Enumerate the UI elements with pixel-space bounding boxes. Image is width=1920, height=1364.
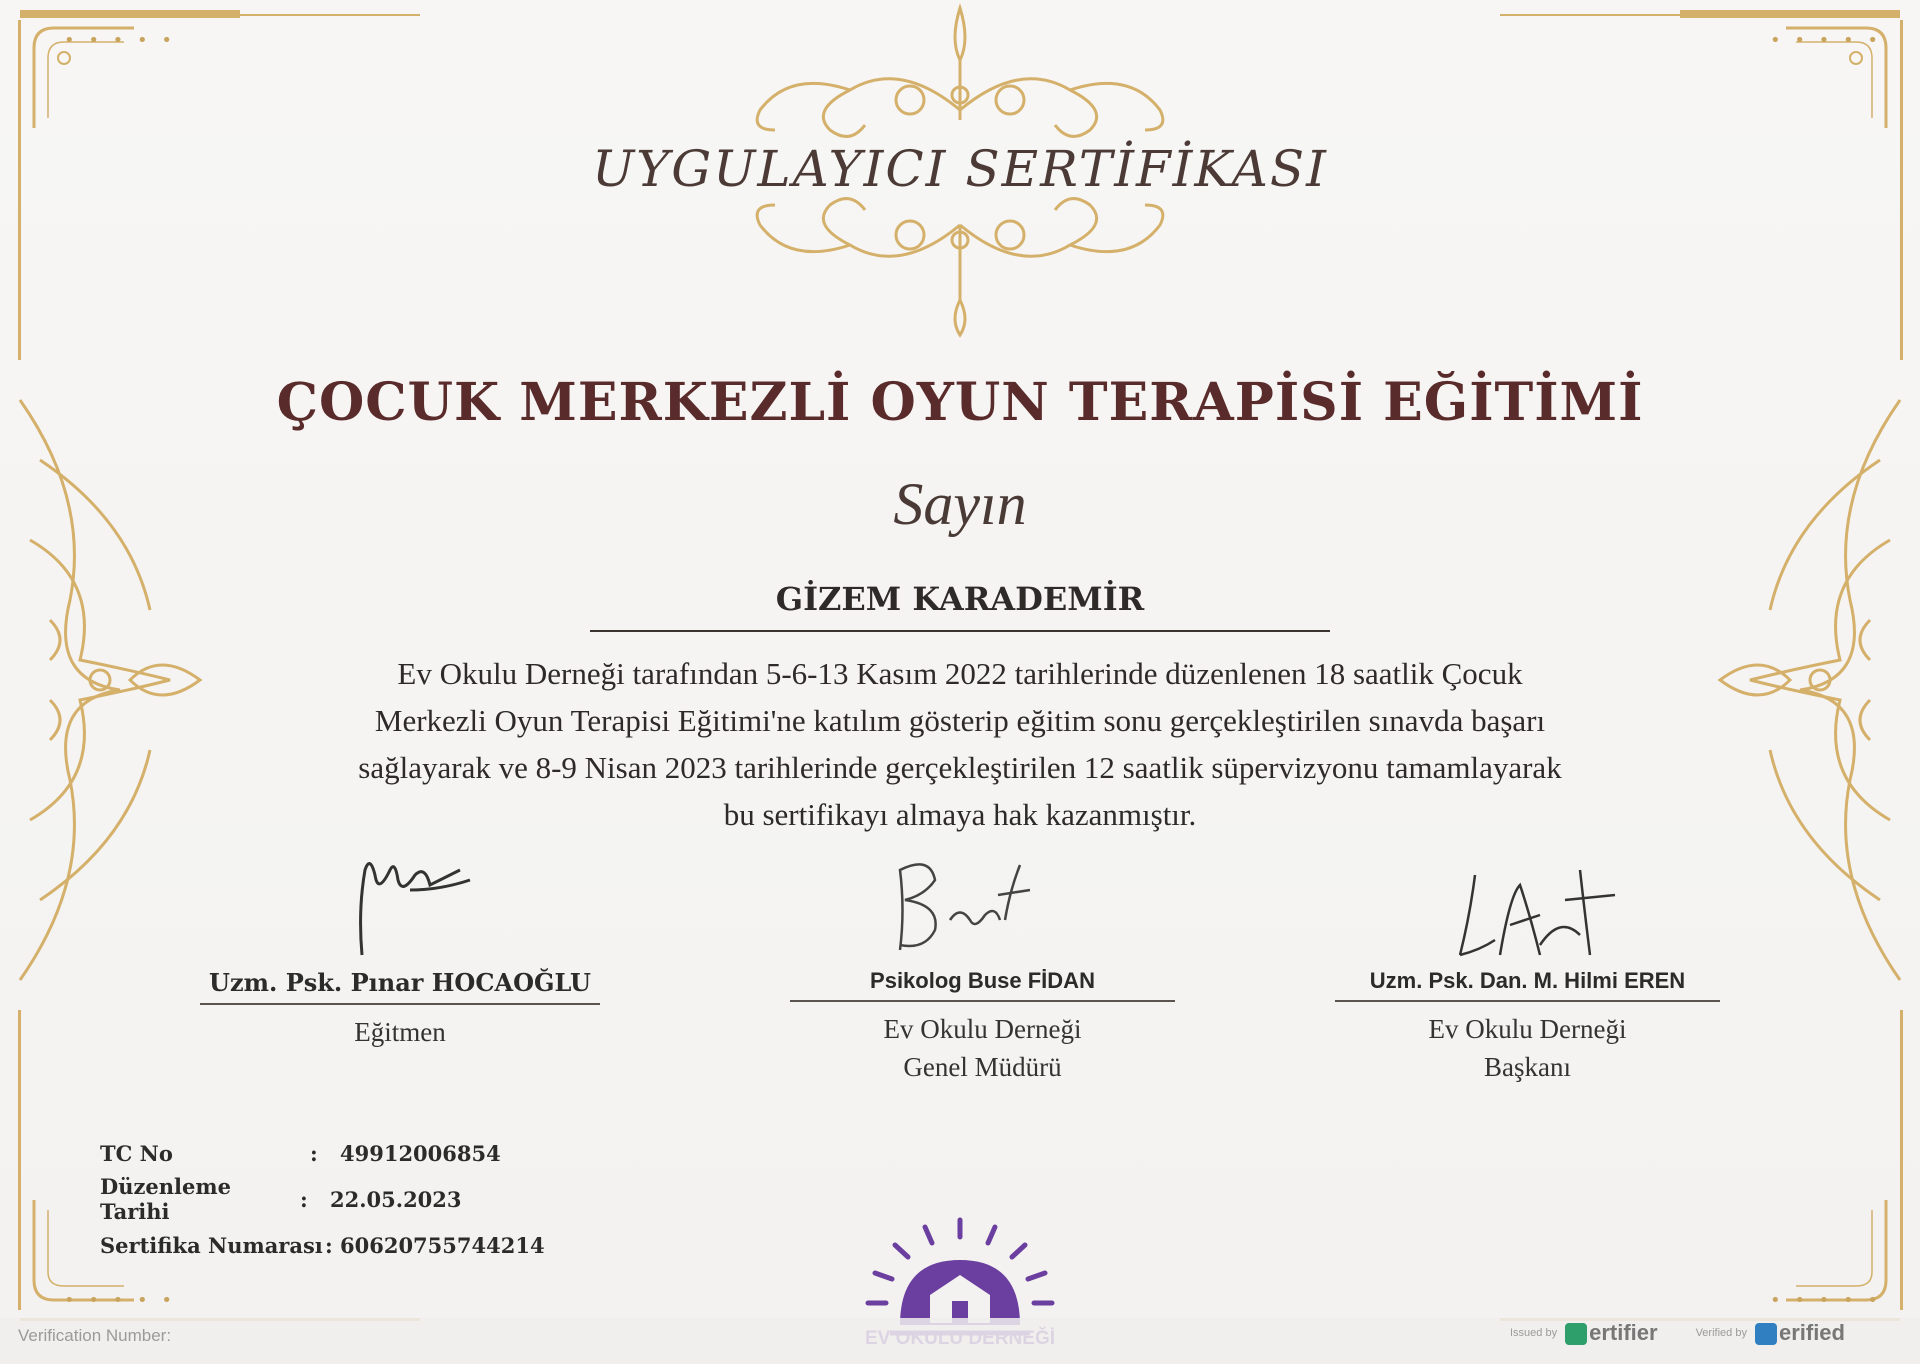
signatory-role-line: Ev Okulu Derneği	[883, 1014, 1082, 1044]
recipient-name: GİZEM KARADEMİR	[590, 580, 1330, 632]
dots-bottom-right: • • • • •	[1770, 1290, 1882, 1311]
meta-row-date	[100, 1176, 545, 1222]
meta-separator: :	[300, 1186, 308, 1212]
frame-top-left-thin	[240, 14, 420, 16]
frame-top-right	[1680, 10, 1900, 18]
signature-pinar-hocaoglu	[340, 850, 480, 960]
meta-row-certificate-number	[100, 1222, 545, 1268]
certificate-body-text	[230, 650, 1690, 838]
meta-label: TC No	[100, 1140, 173, 1166]
dots-top-right: • • • • •	[1770, 30, 1882, 51]
signature-buse-fidan	[880, 850, 1040, 960]
dots-top-left: • • • • •	[64, 30, 176, 51]
verified-brand[interactable]	[1755, 1320, 1845, 1346]
meta-value: 49912006854	[340, 1140, 501, 1166]
signature-hilmi-eren	[1440, 855, 1620, 965]
certificate-type-title: UYGULAYICI SERTİFİKASI	[592, 140, 1328, 198]
signatory-name: Psikolog Buse FİDAN	[790, 968, 1175, 1002]
verified-check-icon	[1755, 1323, 1777, 1345]
signatory-role	[1335, 1010, 1720, 1086]
dots-bottom-left: • • • • •	[64, 1290, 176, 1311]
verified-by-label: Verified by	[1695, 1327, 1747, 1339]
certifier-brand-text: ertifier	[1589, 1320, 1658, 1345]
signatory-2	[790, 968, 1175, 1086]
frame-right-upper	[1900, 20, 1903, 360]
course-title: ÇOCUK MERKEZLİ OYUN TERAPİSİ EĞİTİMİ	[276, 372, 1644, 433]
certifier-logo-icon	[1565, 1323, 1587, 1345]
meta-row-tc	[100, 1130, 545, 1176]
signatory-role-line: Eğitmen	[354, 1017, 446, 1047]
signatory-3	[1335, 968, 1720, 1086]
certificate-meta	[100, 1130, 545, 1268]
signatory-name: Uzm. Psk. Dan. M. Hilmi EREN	[1335, 968, 1720, 1002]
signatory-role	[790, 1010, 1175, 1086]
issuer-badges	[1510, 1320, 1845, 1346]
certifier-brand[interactable]	[1565, 1320, 1657, 1346]
frame-top-left	[20, 10, 240, 18]
body-line: sağlayarak ve 8-9 Nisan 2023 tarihlerinde gerçekleştirilen 12 saatlik süpervizyonu tamamlayarak	[358, 750, 1562, 785]
signatory-1	[200, 968, 600, 1051]
issued-by-label: Issued by	[1510, 1327, 1558, 1339]
signatory-role-line: Başkanı	[1484, 1052, 1571, 1082]
meta-value: 22.05.2023	[330, 1186, 462, 1212]
signatory-role-line: Ev Okulu Derneği	[1428, 1014, 1627, 1044]
meta-value: 60620755744214	[340, 1232, 545, 1258]
frame-right-lower	[1900, 1010, 1903, 1310]
frame-left-lower	[18, 1010, 21, 1310]
meta-label: Sertifika Numarası	[100, 1232, 323, 1258]
meta-label: Düzenleme Tarihi	[100, 1174, 231, 1224]
frame-left-upper	[18, 20, 21, 360]
verified-brand-text: erified	[1778, 1320, 1845, 1345]
body-line: bu sertifikayı almaya hak kazanmıştır.	[723, 797, 1197, 832]
verification-number-label: Verification Number:	[18, 1326, 172, 1345]
meta-separator: :	[325, 1232, 333, 1258]
signatory-role	[200, 1013, 600, 1051]
signatory-role-line: Genel Müdürü	[903, 1052, 1062, 1082]
signatory-name: Uzm. Psk. Pınar HOCAOĞLU	[200, 968, 600, 1005]
frame-top-right-thin	[1500, 14, 1680, 16]
meta-separator: :	[310, 1140, 318, 1166]
salutation: Sayın	[893, 471, 1027, 537]
body-line: Ev Okulu Derneği tarafından 5-6-13 Kasım 2022 tarihlerinde düzenlenen 18 saatlik Çocuk	[397, 656, 1523, 691]
body-line: Merkezli Oyun Terapisi Eğitimi'ne katılım gösterip eğitim sonu gerçekleştirilen sınavda başarı	[374, 703, 1546, 738]
